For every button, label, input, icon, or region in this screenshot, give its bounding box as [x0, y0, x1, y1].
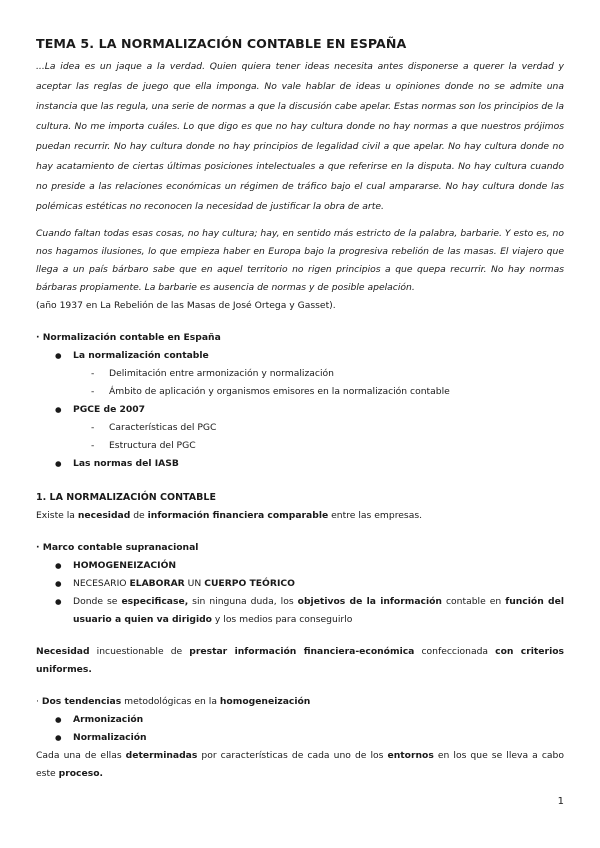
page-title: TEMA 5. LA NORMALIZACIÓN CONTABLE EN ESPAÑA	[36, 36, 407, 51]
marco-contable	[36, 539, 564, 629]
tendencias	[36, 693, 564, 783]
outline-item: ● PGCE de 2007	[36, 401, 564, 419]
marco-header: · Marco contable supranacional	[36, 542, 199, 553]
outline-item: ● La normalización contable	[36, 347, 564, 365]
epigraph-quote	[36, 57, 564, 315]
tendencias-paragraph: Cada una de ellas determinadas por características de cada uno de los entornos en los que se lleva a cabo este proceso.	[36, 750, 564, 779]
outline-header: · Normalización contable en España	[36, 332, 221, 343]
tendencias-header: · Dos tendencias metodológicas en la homogeneización	[36, 696, 311, 707]
tendencia-item: ● Armonización	[36, 711, 564, 729]
marco-item: ● HOMOGENEIZACIÓN	[36, 557, 564, 575]
marco-item: ● Donde se especificase, sin ninguna duda, los objetivos de la información contable en función del usuario a quien va dirigido y los medios para conseguirlo	[36, 593, 564, 629]
outline-subitem: - Ámbito de aplicación y organismos emisores en la normalización contable	[36, 383, 564, 401]
outline-subitem: - Delimitación entre armonización y normalización	[36, 365, 564, 383]
marco-item: ● NECESARIO ELABORAR UN CUERPO TEÓRICO	[36, 575, 564, 593]
tendencia-item: ● Normalización	[36, 729, 564, 747]
quote-paragraph-2: Cuando faltan todas esas cosas, no hay cultura; hay, en sentido más estricto de la palabra, barbarie. Y esto es, no nos hagamos ilusiones, lo que empieza haber en Europa bajo la progresiva rebelión de las masas. El viajero que llega a un país bárbaro sabe que en aquel territorio no rigen principios a que quepa recurrir. No hay normas bárbaras propiamente. La barbarie es ausencia de normas y de posible apelación. (año 1937 en La Rebelión de las Masas de José Ortega y Gasset).	[36, 228, 564, 311]
section-1-intro: Existe la necesidad de información financiera comparable entre las empresas.	[36, 510, 423, 521]
outline-item: ● Las normas del IASB	[36, 455, 564, 473]
necesidad-paragraph: Necesidad incuestionable de prestar información financiera-económica confeccionada con criterios uniformes.	[36, 646, 564, 675]
quote-source: (año 1937 en La Rebelión de las Masas de José Ortega y Gasset).	[36, 300, 336, 311]
page-number: 1	[557, 796, 564, 807]
document-page	[36, 36, 564, 783]
outline-subitem: - Estructura del PGC	[36, 437, 564, 455]
quote-paragraph-1: ...La idea es un jaque a la verdad. Quien quiera tener ideas necesita antes disponerse a querer la verdad y aceptar las reglas de juego que ella imponga. No vale hablar de ideas u opiniones donde no se admite una instancia que las regula, una serie de normas a que la discusión cabe apelar. Estas normas son los principios de la cultura. No me importa cuáles. Lo que digo es que no hay cultura donde no hay normas a que nuestros prójimos puedan recurrir. No hay cultura donde no hay principios de legalidad civil a que apelar. No hay cultura donde no hay acatamiento de ciertas últimas posiciones intelectuales a que referirse en la disputa. No hay cultura cuando no preside a las relaciones económicas un régimen de tráfico bajo el cual ampararse. No hay cultura donde las polémicas estéticas no reconocen la necesidad de justificar la obra de arte.	[36, 61, 564, 212]
outline-subitem: - Características del PGC	[36, 419, 564, 437]
section-heading: 1. LA NORMALIZACIÓN CONTABLE	[36, 492, 216, 503]
section-1	[36, 489, 564, 525]
outline	[36, 329, 564, 473]
